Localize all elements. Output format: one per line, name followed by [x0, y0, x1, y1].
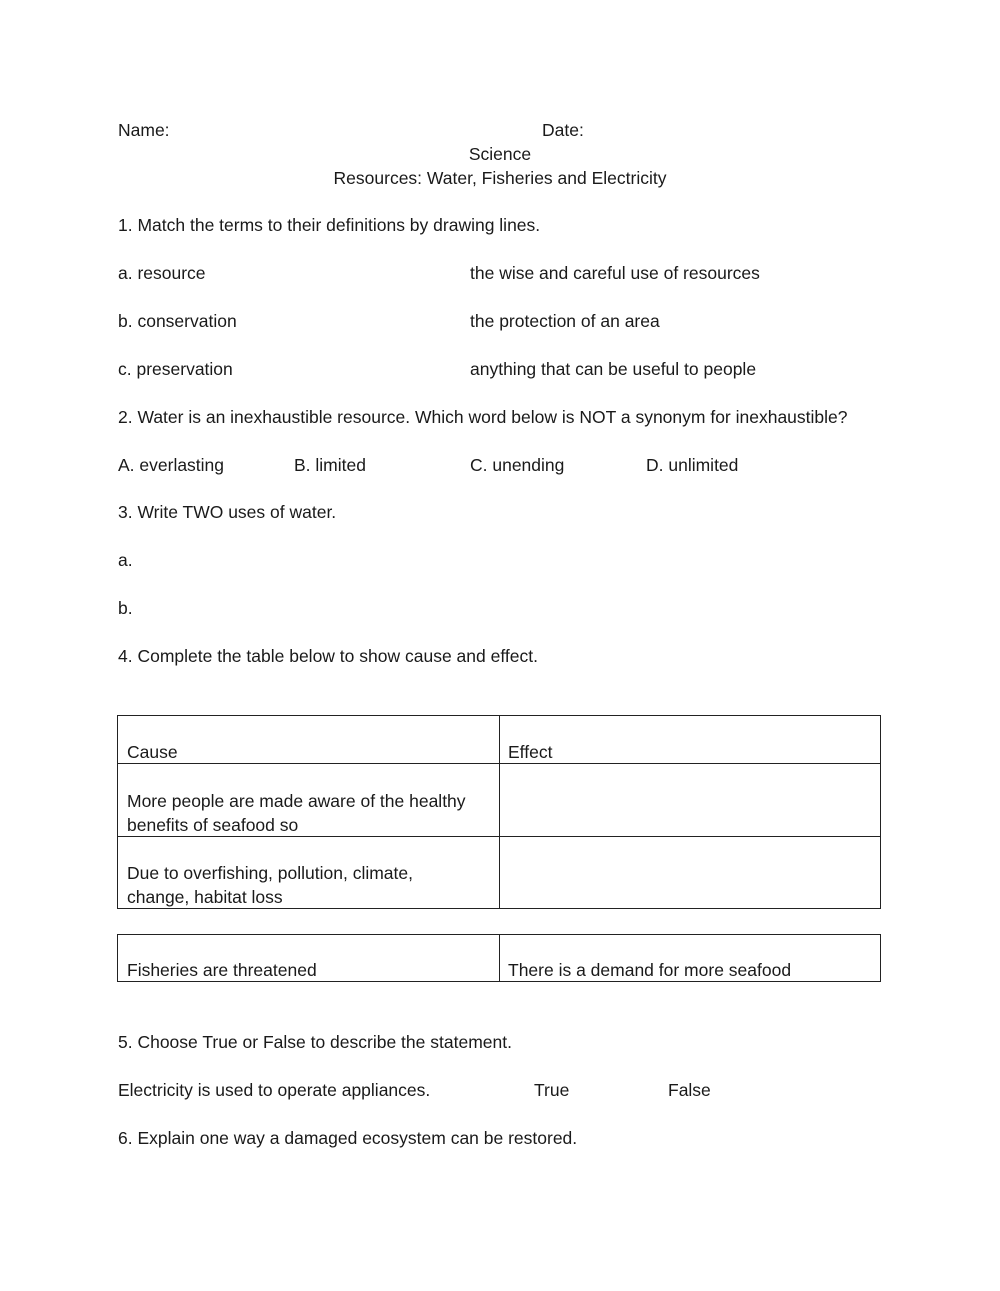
name-label: Name: — [118, 120, 170, 140]
table-row-1-cause: More people are made aware of the healthy benefits of seafood so — [127, 791, 466, 835]
q2-option-b[interactable]: B. limited — [294, 455, 366, 475]
q5-prompt: 5. Choose True or False to describe the statement. — [118, 1032, 512, 1052]
word-bank-item-2[interactable]: There is a demand for more seafood — [508, 960, 792, 980]
q1-definition-1[interactable]: the wise and careful use of resources — [470, 263, 760, 283]
table-header-cause: Cause — [127, 742, 178, 762]
word-bank-divider — [499, 934, 500, 982]
q2-option-d[interactable]: D. unlimited — [646, 455, 739, 475]
q2-option-c[interactable]: C. unending — [470, 455, 565, 475]
date-label: Date: — [542, 120, 584, 140]
subject-title: Science — [468, 144, 532, 164]
q3-answer-b-label: b. — [118, 598, 133, 618]
q3-answer-a-label: a. — [118, 550, 133, 570]
table-row-2-effect-drop[interactable] — [500, 837, 880, 908]
q5-false-option[interactable]: False — [668, 1080, 711, 1100]
table-header-effect: Effect — [508, 742, 553, 762]
q2-prompt: 2. Water is an inexhaustible resource. Which word below is NOT a synonym for inexhaustible? — [118, 407, 848, 427]
q1-definition-3[interactable]: anything that can be useful to people — [470, 359, 757, 379]
q5-true-option[interactable]: True — [534, 1080, 570, 1100]
worksheet-title: Resources: Water, Fisheries and Electricity — [333, 168, 667, 188]
q6-prompt: 6. Explain one way a damaged ecosystem can be restored. — [118, 1128, 578, 1148]
q1-term-c[interactable]: c. preservation — [118, 359, 233, 379]
table-row-2-cause: Due to overfishing, pollution, climate, change, habitat loss — [127, 863, 413, 907]
q5-statement: Electricity is used to operate appliances. — [118, 1080, 431, 1100]
q4-prompt: 4. Complete the table below to show cause and effect. — [118, 646, 538, 666]
q2-option-a[interactable]: A. everlasting — [118, 455, 225, 475]
q1-definition-2[interactable]: the protection of an area — [470, 311, 660, 331]
q1-term-b[interactable]: b. conservation — [118, 311, 237, 331]
q1-term-a[interactable]: a. resource — [118, 263, 206, 283]
table-row-1-effect-drop[interactable] — [500, 764, 880, 836]
word-bank-item-1[interactable]: Fisheries are threatened — [127, 960, 317, 980]
q3-prompt: 3. Write TWO uses of water. — [118, 502, 337, 522]
q1-prompt: 1. Match the terms to their definitions by drawing lines. — [118, 215, 541, 235]
